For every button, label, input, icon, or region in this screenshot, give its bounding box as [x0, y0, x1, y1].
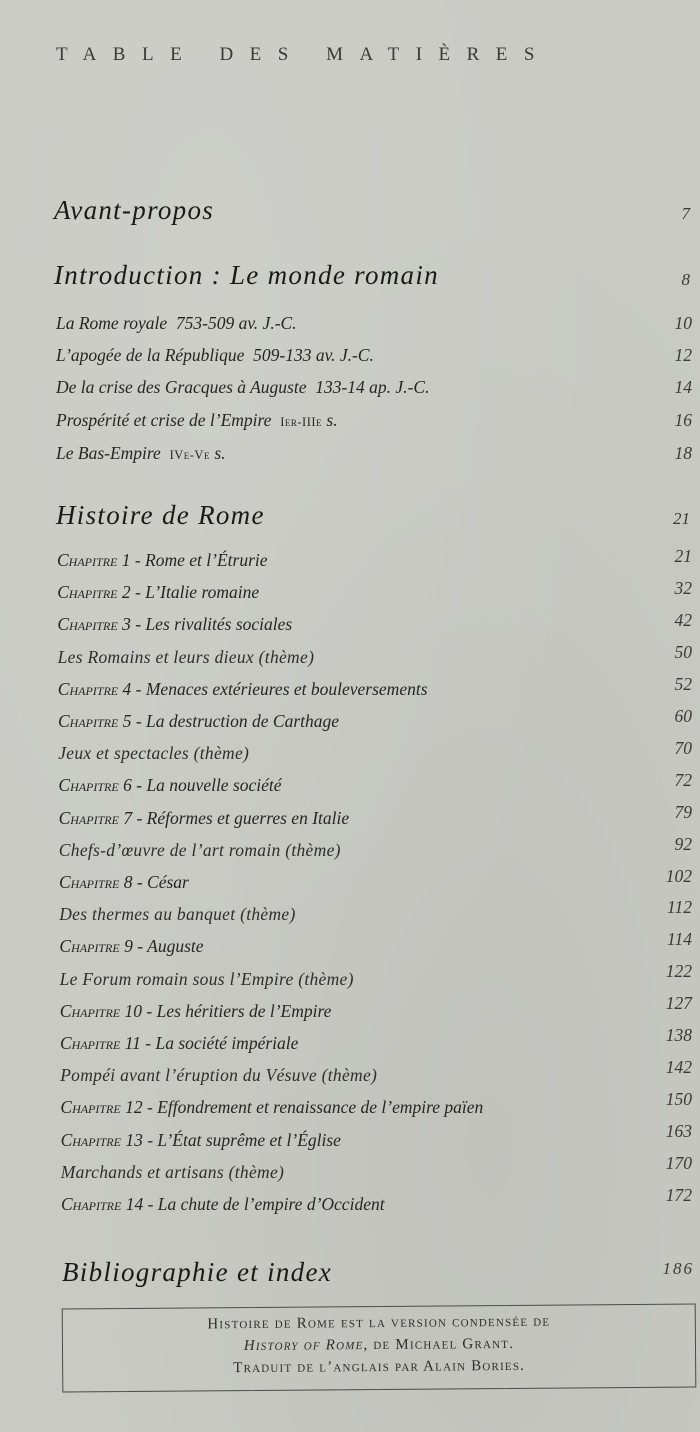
chapter-keyword: Chapitre: [57, 678, 119, 699]
chapter-title: Réformes et guerres en Italie: [146, 807, 350, 828]
toc-page-number: 163: [665, 1121, 692, 1142]
toc-label: Chapitre 3 - Les rivalités sociales: [57, 614, 293, 635]
toc-label: Chapitre 1 - Rome et l’Étrurie: [57, 550, 268, 570]
chapter-title: La destruction de Carthage: [146, 711, 340, 731]
toc-label: Chapitre 10 - Les héritiers de l’Empire: [59, 1000, 332, 1021]
chapter-number: 8: [123, 872, 133, 892]
chapter-keyword: Chapitre: [59, 872, 120, 892]
chapter-title: La chute de l’empire d’Occident: [157, 1194, 385, 1214]
toc-page-number: 172: [665, 1185, 692, 1205]
toc-label: Chapitre 6 - La nouvelle société: [58, 775, 282, 796]
chapter-number: 9: [124, 936, 133, 957]
toc-label: Chapitre 12 - Effondrement et renaissance de l’empire païen: [60, 1097, 484, 1118]
toc-page-number: 8: [681, 270, 690, 289]
toc-page-number: 32: [674, 577, 692, 598]
toc-label: Chapitre 13 - L’État suprême et l’Église: [60, 1129, 341, 1150]
toc-label: Avant-propos: [54, 195, 215, 225]
toc-label: Chapitre 8 - César: [59, 872, 189, 892]
chapter-title: La société impériale: [155, 1033, 299, 1053]
toc-page-number: 138: [665, 1025, 692, 1046]
toc-page-number: 42: [674, 609, 692, 630]
toc-label: Chapitre 7 - Réformes et guerres en Italie: [58, 807, 350, 828]
period-suffix: s.: [214, 443, 226, 463]
toc-page-number: 92: [674, 833, 692, 854]
toc-page-number: 21: [673, 509, 690, 528]
chapter-number: 7: [123, 807, 133, 828]
chapter-number: 12: [125, 1097, 143, 1118]
chapter-keyword: Chapitre: [61, 1194, 122, 1214]
toc-label: Chapitre 11 - La société impériale: [60, 1033, 299, 1053]
note-line-3: Traduit de l’anglais par Alain Bories.: [233, 1357, 526, 1377]
toc-page-number: 150: [665, 1089, 692, 1110]
chapter-number: 2: [121, 582, 131, 603]
subsection-period: 509-133 av. J.-C.: [253, 345, 374, 365]
toc-label: [56, 443, 226, 464]
chapter-number: 4: [122, 678, 132, 699]
note-original-title: History of Rome: [243, 1337, 364, 1355]
toc-page-number: 102: [665, 865, 692, 886]
toc-label: Chapitre 14 - La chute de l’empire d’Occident: [61, 1194, 385, 1214]
toc-page-number: 10: [674, 313, 692, 333]
toc-page-number: 114: [667, 929, 692, 950]
toc-label: Chapitre 4 - Menaces extérieures et bouleversements: [57, 678, 428, 699]
toc-label: [58, 647, 315, 668]
toc-page-number: 170: [665, 1153, 692, 1174]
toc-page-number: 112: [667, 897, 692, 918]
toc-label: Histoire de Rome: [56, 500, 265, 530]
toc-label: [60, 1065, 377, 1086]
chapter-title: L’Italie romaine: [145, 582, 260, 603]
chapter-title: Menaces extérieures et bouleversements: [145, 678, 428, 699]
chapter-title: Auguste: [147, 936, 204, 957]
subsection-title: L’apogée de la République: [56, 345, 245, 365]
subsection-title: De la crise des Gracques à Auguste: [56, 377, 307, 397]
chapter-title: César: [147, 872, 189, 892]
chapter-number: 10: [124, 1000, 143, 1021]
chapter-number: 1: [121, 550, 131, 570]
subsection-period: 753-509 av. J.-C.: [175, 313, 297, 333]
toc-label: [56, 410, 338, 431]
chapter-keyword: Chapitre: [60, 1033, 121, 1053]
chapter-title: Les rivalités sociales: [145, 614, 293, 635]
chapter-title: La nouvelle société: [146, 775, 282, 796]
chapter-keyword: Chapitre: [58, 775, 119, 796]
toc-page-number: 70: [674, 737, 692, 758]
chapter-keyword: Chapitre: [57, 614, 118, 635]
toc-page-number: 142: [665, 1057, 692, 1078]
theme-title: Jeux et spectacles (thème): [58, 743, 250, 764]
toc-page-number: 18: [674, 443, 692, 463]
page-title: TABLE DES MATIÈRES: [56, 44, 551, 65]
theme-title: Chefs-d’œuvre de l’art romain (thème): [58, 839, 341, 860]
chapter-keyword: Chapitre: [58, 711, 119, 731]
period-suffix: s.: [326, 410, 338, 430]
chapter-keyword: Chapitre: [59, 936, 120, 957]
toc-label: [59, 904, 295, 925]
toc-page-number: 72: [674, 769, 692, 790]
theme-title: Le Forum romain sous l’Empire (thème): [59, 968, 354, 989]
chapter-keyword: Chapitre: [60, 1097, 121, 1118]
note-line-1: Histoire de Rome est la version condensée de: [207, 1313, 551, 1333]
note-line-2: [63, 1335, 695, 1357]
chapter-keyword: Chapitre: [59, 1000, 121, 1021]
theme-title: Les Romains et leurs dieux (thème): [57, 646, 315, 667]
toc-label: Introduction : Le monde romain: [54, 260, 439, 290]
toc-page-number: 16: [674, 410, 692, 430]
translation-note-box: [62, 1304, 697, 1393]
theme-title: Marchands et artisans (thème): [60, 1161, 285, 1182]
toc-page-number: 14: [674, 377, 692, 397]
toc-label: [56, 345, 374, 366]
theme-title: Des thermes au banquet (thème): [59, 904, 296, 925]
toc-page-number: 127: [665, 993, 692, 1014]
chapter-number: 13: [125, 1129, 143, 1150]
toc-label: [59, 840, 341, 861]
note-author: , de Michael Grant.: [363, 1335, 515, 1354]
toc-page-number: 186: [662, 1259, 694, 1278]
toc-label: Chapitre 2 - L’Italie romaine: [57, 582, 260, 603]
toc-page-number: 79: [674, 801, 692, 822]
toc-page-number: 7: [681, 204, 690, 223]
toc-page-number: 21: [674, 546, 692, 566]
chapter-keyword: Chapitre: [57, 582, 118, 603]
toc-label: [56, 377, 429, 398]
chapter-number: 3: [122, 614, 131, 635]
toc-label: Chapitre 5 - La destruction de Carthage: [58, 711, 340, 731]
toc-label: [60, 969, 354, 990]
chapter-title: Effondrement et renaissance de l’empire païen: [157, 1097, 484, 1118]
chapter-number: 5: [122, 711, 132, 731]
subsection-title: Le Bas-Empire: [56, 443, 161, 463]
toc-label: [56, 313, 297, 334]
chapter-title: L’État suprême et l’Église: [157, 1129, 341, 1150]
subsection-period: Ier-IIIe: [280, 415, 323, 429]
subsection-title: La Rome royale: [56, 313, 168, 333]
toc-page-number: 12: [674, 345, 692, 365]
toc-label: [61, 1162, 284, 1183]
toc-page-number: 52: [674, 673, 692, 694]
chapter-number: 6: [123, 775, 132, 796]
subsection-period: IVe-Ve: [169, 448, 210, 462]
chapter-keyword: Chapitre: [58, 807, 119, 828]
chapter-keyword: Chapitre: [60, 1129, 121, 1150]
toc-label: Bibliographie et index: [62, 1257, 333, 1287]
chapter-keyword: Chapitre: [57, 550, 118, 570]
theme-title: Pompéi avant l’éruption du Vésuve (thème): [60, 1065, 378, 1086]
chapter-number: 11: [124, 1033, 141, 1053]
subsection-title: Prospérité et crise de l’Empire: [56, 410, 272, 430]
toc-page-number: 50: [674, 641, 692, 662]
toc-label: [58, 743, 249, 764]
toc-page-number: 122: [665, 961, 692, 982]
toc-label: Chapitre 9 - Auguste: [59, 936, 204, 957]
subsection-period: 133-14 ap. J.-C.: [315, 377, 430, 397]
chapter-title: Rome et l’Étrurie: [145, 550, 268, 570]
chapter-title: Les héritiers de l’Empire: [156, 1000, 332, 1021]
chapter-number: 14: [125, 1194, 144, 1214]
toc-page-number: 60: [674, 705, 692, 726]
